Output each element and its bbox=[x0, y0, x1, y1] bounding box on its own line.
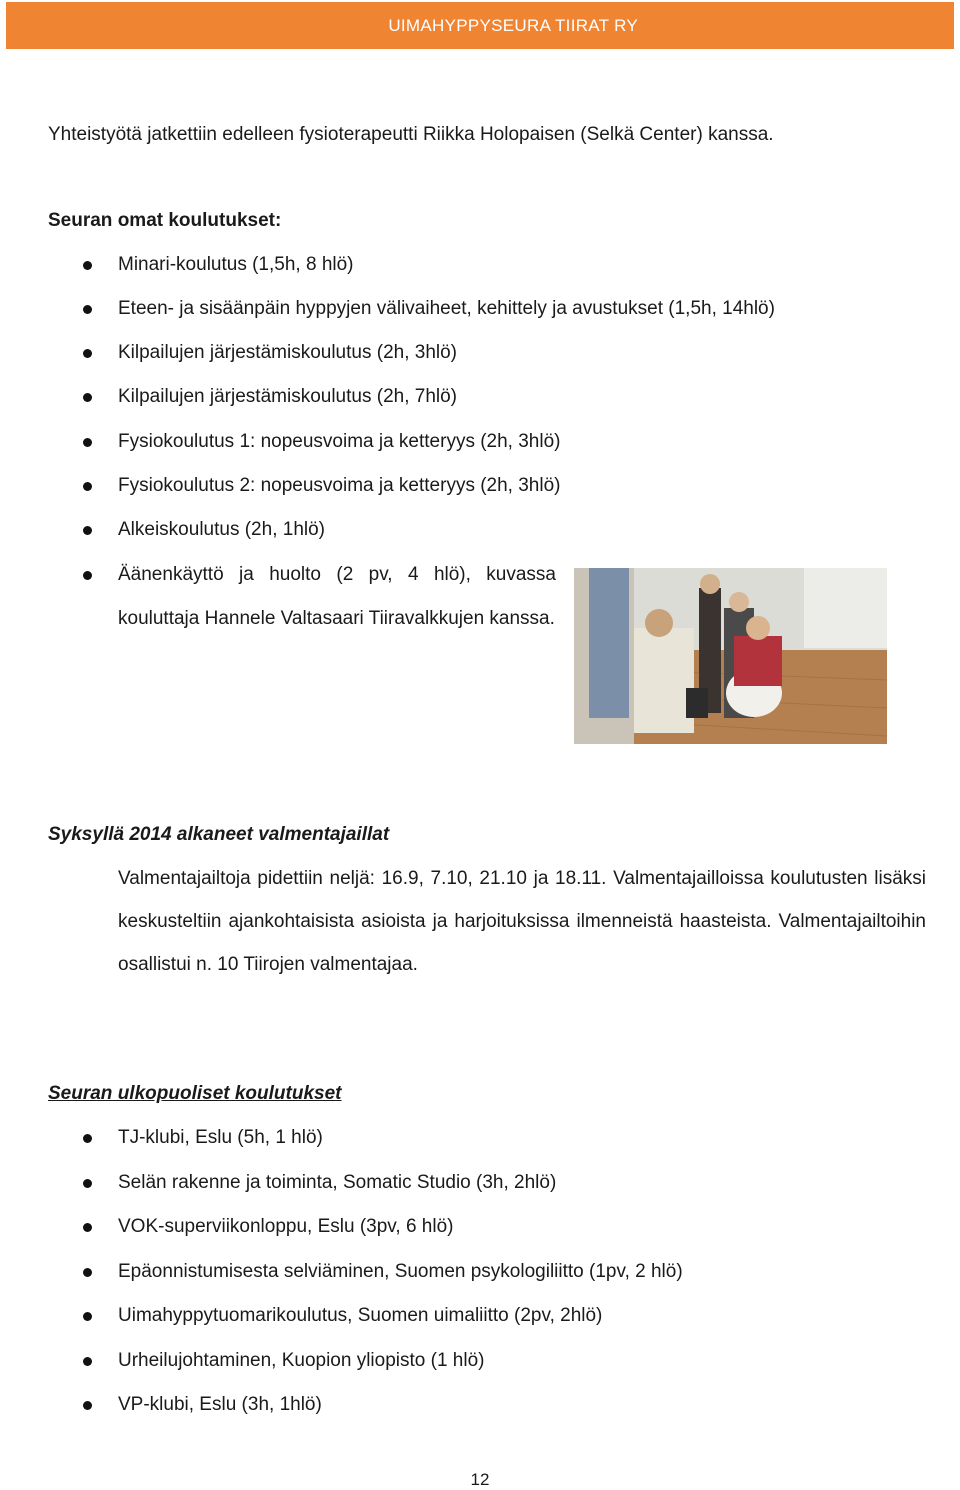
list-item: Alkeiskoulutus (2h, 1hlö) bbox=[0, 518, 960, 542]
list-item: Minari-koulutus (1,5h, 8 hlö) bbox=[0, 253, 960, 277]
bullet-icon bbox=[83, 1401, 92, 1410]
training-photo-image bbox=[574, 568, 887, 744]
list-item: Uimahyppytuomarikoulutus, Suomen uimaliitto (2pv, 2hlö) bbox=[0, 1304, 960, 1328]
bullet-icon bbox=[83, 349, 92, 358]
list-item: Selän rakenne ja toiminta, Somatic Studio (3h, 2hlö) bbox=[0, 1171, 960, 1195]
list-item: VOK-superviikonloppu, Eslu (3pv, 6 hlö) bbox=[0, 1215, 960, 1239]
bullet-icon bbox=[83, 1223, 92, 1232]
bullet-icon bbox=[83, 1179, 92, 1188]
list-item: VP-klubi, Eslu (3h, 1hlö) bbox=[0, 1393, 960, 1417]
training-photo bbox=[574, 568, 887, 744]
bullet-icon bbox=[83, 1312, 92, 1321]
coach-evenings-heading: Syksyllä 2014 alkaneet valmentajaillat bbox=[48, 824, 390, 845]
bullet-icon bbox=[83, 1134, 92, 1143]
list-item: Epäonnistumisesta selviäminen, Suomen psykologiliitto (1pv, 2 hlö) bbox=[0, 1260, 960, 1284]
bullet-icon bbox=[83, 305, 92, 314]
list-item: Äänenkäyttö ja huolto (2 pv, 4 hlö), kuvassa kouluttaja Hannele Valtasaari Tiiravalkkujen kanssa. bbox=[0, 563, 960, 587]
bullet-icon bbox=[83, 393, 92, 402]
intro-text: Yhteistyötä jatkettiin edelleen fysioterapeutti Riikka Holopaisen (Selkä Center) kanssa. bbox=[48, 124, 774, 145]
coach-evenings-text: Valmentajailtoja pidettiin neljä: 16.9, 7.10, 21.10 ja 18.11. Valmentajailloissa koulutusten lisäksi keskusteltiin ajankohtaisista asioista ja harjoituksissa ilmenneistä haasteista. Valmentajailtoihin osallistui n. 10 Tiirojen valmentajaa. bbox=[118, 868, 926, 975]
list-item: Eteen- ja sisäänpäin hyppyjen välivaiheet, kehittely ja avustukset (1,5h, 14hlö) bbox=[0, 297, 960, 321]
bullet-icon bbox=[83, 482, 92, 491]
list-item: Fysiokoulutus 2: nopeusvoima ja ketteryys (2h, 3hlö) bbox=[0, 474, 960, 498]
bullet-icon bbox=[83, 1357, 92, 1366]
bullet-icon bbox=[83, 571, 92, 580]
header-title: UIMAHYPPYSEURA TIIRAT RY bbox=[388, 16, 638, 35]
bullet-icon bbox=[83, 438, 92, 447]
list-item: Urheilujohtaminen, Kuopion yliopisto (1 hlö) bbox=[0, 1349, 960, 1373]
bullet-icon bbox=[83, 1268, 92, 1277]
page-number: 12 bbox=[470, 1470, 490, 1489]
header-bar bbox=[6, 2, 954, 49]
list-item: Kilpailujen järjestämiskoulutus (2h, 3hlö) bbox=[0, 341, 960, 365]
bullet-icon bbox=[83, 261, 92, 270]
external-trainings-heading: Seuran ulkopuoliset koulutukset bbox=[48, 1083, 342, 1104]
list-item: Fysiokoulutus 1: nopeusvoima ja ketteryys (2h, 3hlö) bbox=[0, 430, 960, 454]
list-item: TJ-klubi, Eslu (5h, 1 hlö) bbox=[0, 1126, 960, 1150]
list-item: Kilpailujen järjestämiskoulutus (2h, 7hlö) bbox=[0, 385, 960, 409]
own-trainings-heading: Seuran omat koulutukset: bbox=[48, 210, 282, 231]
bullet-icon bbox=[83, 526, 92, 535]
